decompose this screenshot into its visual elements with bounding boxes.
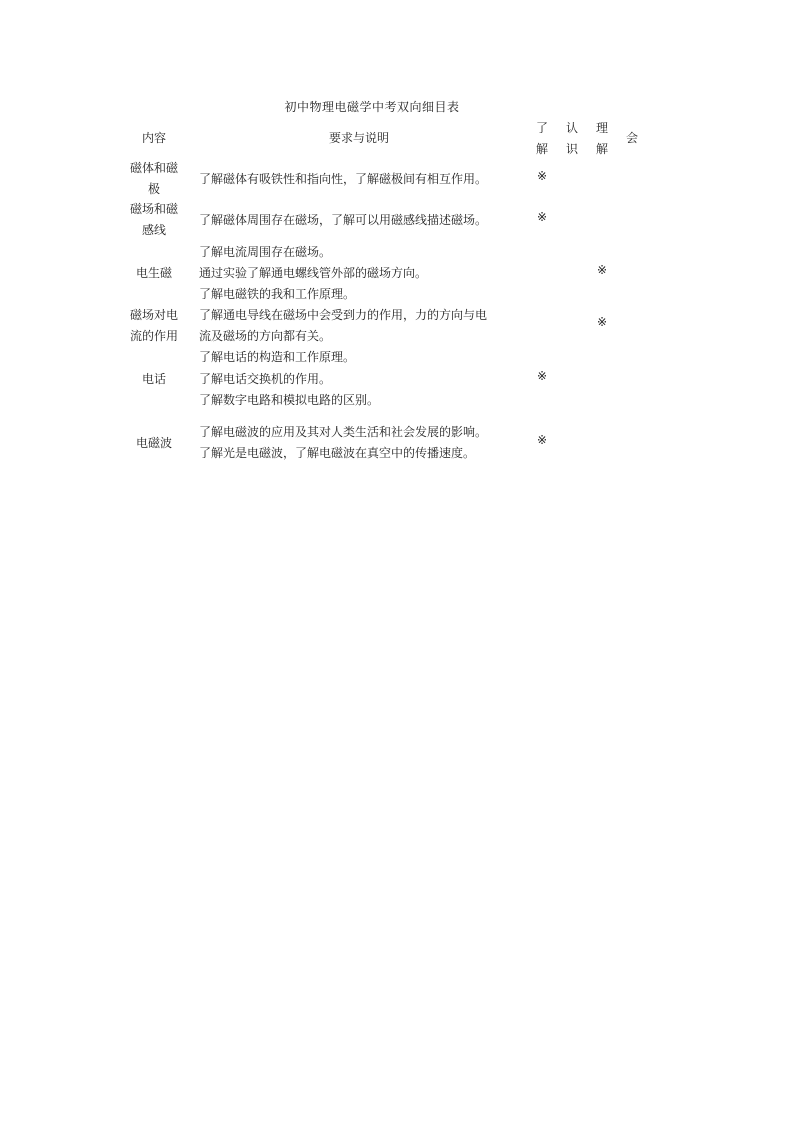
row-label-force-on-current-2: 流的作用	[129, 329, 178, 343]
mark-comprehend-electromagnetism: ※	[596, 263, 608, 277]
header-level-recognize-1: 认	[565, 121, 578, 135]
row-label-force-on-current-1: 磁场对电	[129, 308, 178, 322]
row-requirement-telephone-3: 了解数字电路和模拟电路的区别。	[199, 393, 380, 407]
header-content: 内容	[141, 131, 166, 145]
row-requirement-electromagnetism-2: 通过实验了解通电螺线管外部的磁场方向。	[199, 266, 428, 280]
mark-understand-magnetic-field: ※	[536, 210, 548, 224]
row-requirement-telephone-2: 了解电话交换机的作用。	[199, 372, 332, 386]
row-label-magnet-pole-2: 极	[147, 182, 160, 196]
row-label-magnetic-field-2: 感线	[141, 223, 166, 237]
row-label-telephone: 电话	[141, 372, 166, 386]
row-label-electromagnetism: 电生磁	[135, 266, 172, 280]
header-level-recognize-2: 识	[565, 142, 578, 156]
mark-understand-magnet-pole: ※	[536, 169, 548, 183]
mark-understand-telephone: ※	[536, 369, 548, 383]
row-requirement-electromagnetism-3: 了解电磁铁的我和工作原理。	[199, 287, 356, 301]
header-level-comprehend-2: 解	[595, 142, 608, 156]
header-level-comprehend-1: 理	[595, 121, 608, 135]
mark-comprehend-force-on-current: ※	[596, 315, 608, 329]
row-label-em-wave: 电磁波	[135, 436, 172, 450]
mark-understand-em-wave: ※	[536, 433, 548, 447]
header-level-master: 会	[625, 131, 638, 145]
header-level-understand-1: 了	[535, 121, 548, 135]
row-requirement-magnet-pole: 了解磁体有吸铁性和指向性，了解磁极间有相互作用。	[199, 172, 488, 186]
row-requirement-force-on-current-1: 了解通电导线在磁场中会受到力的作用，力的方向与电	[199, 308, 488, 322]
row-requirement-electromagnetism-1: 了解电流周围存在磁场。	[199, 245, 332, 259]
document-title: 初中物理电磁学中考双向细目表	[284, 100, 460, 114]
header-level-understand-2: 解	[535, 142, 548, 156]
row-label-magnet-pole-1: 磁体和磁	[129, 161, 178, 175]
row-requirement-telephone-1: 了解电话的构造和工作原理。	[199, 350, 356, 364]
row-requirement-magnetic-field: 了解磁体周围存在磁场，了解可以用磁感线描述磁场。	[199, 213, 488, 227]
row-requirement-em-wave-1: 了解电磁波的应用及其对人类生活和社会发展的影响。	[199, 425, 488, 439]
header-requirement: 要求与说明	[328, 131, 389, 145]
row-requirement-force-on-current-2: 流及磁场的方向都有关。	[199, 329, 332, 343]
row-label-magnetic-field-1: 磁场和磁	[129, 202, 178, 216]
row-requirement-em-wave-2: 了解光是电磁波，了解电磁波在真空中的传播速度。	[199, 446, 476, 460]
